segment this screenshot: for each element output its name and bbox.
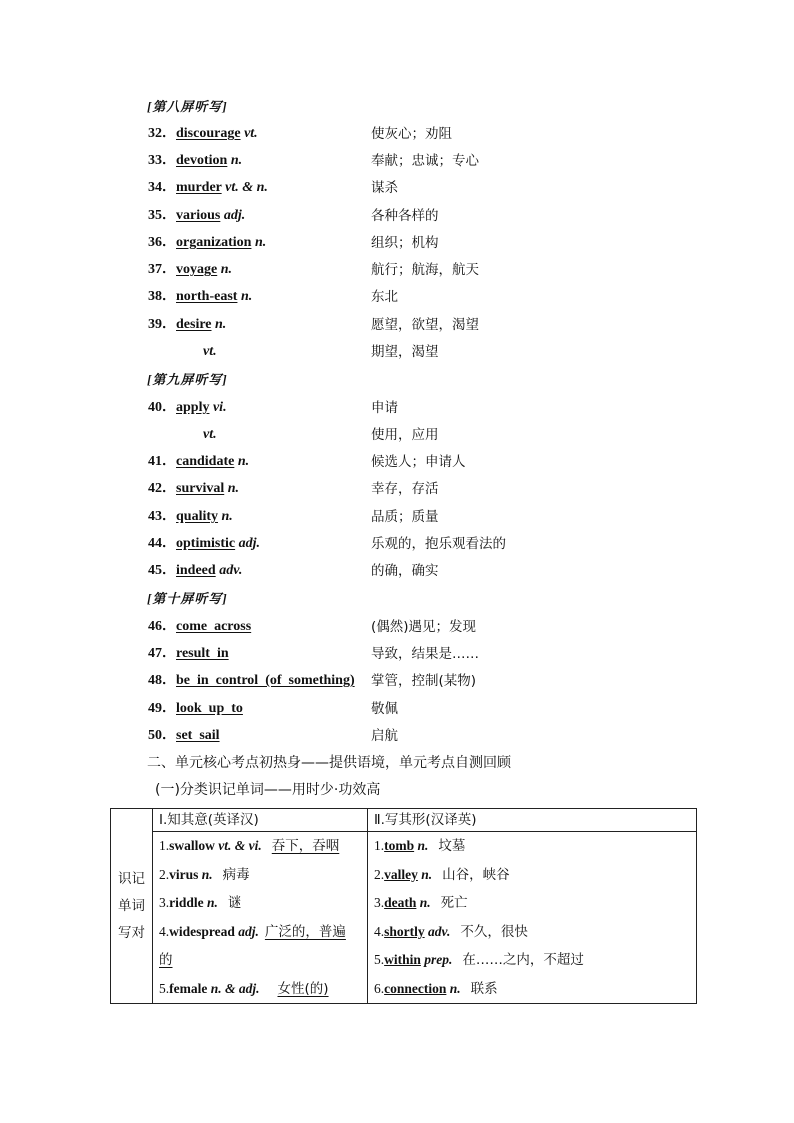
entry-number: 38． — [148, 289, 176, 304]
entry-meaning: 幸存，存活 — [371, 481, 439, 497]
vocab-entry — [148, 151, 242, 171]
entry-word: optimistic — [176, 536, 236, 551]
vocab-entry — [148, 671, 355, 691]
table-entry: 5.within prep. 在……之内，不超过 — [374, 952, 584, 968]
entry-word: desire — [176, 317, 212, 332]
entry-meaning: 组织；机构 — [371, 235, 439, 251]
entry-phrase: look up to — [176, 701, 243, 716]
vocab-table — [110, 808, 697, 1004]
entry-meaning: 敬佩 — [371, 701, 398, 717]
table-entry: 6.connection n. 联系 — [374, 980, 498, 997]
entry-meaning: 乐观的，抱乐观看法的 — [371, 536, 506, 552]
table-entry: 2.virus n. 病毒 — [159, 866, 250, 883]
vocab-entry — [148, 287, 252, 307]
entry-pos: vi. — [212, 400, 227, 415]
left-column — [153, 832, 368, 1004]
entry-number: 40． — [148, 400, 176, 415]
entry-pos: vt. — [203, 344, 217, 359]
entry-pos: n. — [254, 235, 267, 250]
entry-pos: vt. — [244, 126, 258, 141]
entry-number: 36． — [148, 235, 176, 250]
entry-pos: n. — [240, 289, 253, 304]
entry-meaning: 谋杀 — [371, 180, 398, 196]
entry-number: 35． — [148, 208, 176, 223]
vocab-entry — [148, 452, 249, 472]
entry-number: 32． — [148, 126, 176, 141]
entry-number: 45． — [148, 563, 176, 578]
entry-meaning: 奉献；忠诚；专心 — [371, 153, 479, 169]
vocab-entry — [148, 479, 239, 499]
entry-word: apply — [176, 400, 210, 415]
vocab-entry — [148, 507, 233, 527]
entry-word: indeed — [176, 563, 216, 578]
entry-word: murder — [176, 180, 222, 195]
entry-number: 39． — [148, 317, 176, 332]
entry-word: candidate — [176, 454, 235, 469]
table-entry: 5.female n. & adj. 女性(的) — [159, 980, 329, 997]
entry-number: 49． — [148, 701, 176, 716]
table-entry: 3.riddle n. 谜 — [159, 895, 242, 911]
entry-number: 34． — [148, 180, 176, 195]
entry-phrase: result in — [176, 646, 229, 661]
left-column-header: Ⅰ.知其意(英译汉) — [153, 809, 368, 832]
table-entry: 4.shortly adv. 不久，很快 — [374, 923, 528, 940]
table-entry: 3.death n. 死亡 — [374, 895, 468, 911]
entry-number: 33． — [148, 153, 176, 168]
entry-number: 44． — [148, 536, 176, 551]
section-tag: [第十屏听写] — [147, 591, 228, 606]
entry-phrase: be in control (of something) — [176, 673, 355, 688]
entry-meaning: 各种各样的 — [371, 208, 439, 224]
vocab-entry — [148, 617, 251, 637]
entry-pos: n. — [237, 454, 250, 469]
vocab-entry — [148, 644, 229, 664]
entry-pos: vt. — [203, 427, 217, 442]
entry-word: organization — [176, 235, 252, 250]
vocab-entry — [148, 124, 258, 144]
entry-meaning: 申请 — [371, 400, 398, 416]
right-column-header: Ⅱ.写其形(汉译英) — [368, 809, 697, 832]
entry-meaning: 候选人；申请人 — [371, 454, 466, 470]
entry-meaning: 使用，应用 — [371, 427, 439, 443]
entry-number: 47． — [148, 646, 176, 661]
entry-meaning: (偶然)遇见；发现 — [371, 619, 477, 635]
entry-pos: n. — [221, 509, 233, 524]
table-entry: 2.valley n. 山谷，峡谷 — [374, 866, 510, 883]
entry-pos: n. — [215, 317, 227, 332]
table-entry-continuation: 的 — [159, 952, 173, 968]
entry-pos: n. — [220, 262, 233, 277]
entry-meaning: 启航 — [371, 728, 398, 744]
entry-phrase: come across — [176, 619, 252, 634]
entry-number: 43． — [148, 509, 176, 524]
entry-number: 37． — [148, 262, 176, 277]
vocab-entry — [148, 260, 232, 280]
section-tag: [第八屏听写] — [147, 99, 228, 114]
vocab-entry — [148, 534, 260, 554]
entry-number: 46． — [148, 619, 176, 634]
vocab-entry — [148, 726, 220, 746]
table-entry: 4.widespread adj. 广泛的，普遍 — [159, 923, 346, 940]
entry-pos: adj. — [223, 208, 246, 223]
entry-phrase: set sail — [176, 728, 220, 743]
entry-meaning: 导致，结果是…… — [371, 646, 479, 662]
subsection-heading: (一)分类识记单词——用时少·功效高 — [155, 782, 381, 798]
entry-number: 41． — [148, 454, 176, 469]
entry-number: 42． — [148, 481, 176, 496]
entry-meaning: 的确，确实 — [371, 563, 439, 579]
entry-pos: adj. — [238, 536, 260, 551]
vocab-entry — [148, 206, 245, 226]
entry-pos: vt. & n. — [225, 180, 268, 195]
vocab-entry — [148, 178, 268, 198]
vocab-entry — [148, 699, 243, 719]
vocab-entry — [148, 398, 227, 418]
entry-meaning: 期望，渴望 — [371, 344, 439, 360]
section-heading: 二、单元核心考点初热身——提供语境，单元考点自测回顾 — [147, 755, 511, 771]
vocab-entry — [148, 561, 242, 581]
entry-word: voyage — [176, 262, 218, 277]
entry-word: survival — [176, 481, 225, 496]
right-column — [368, 832, 697, 1004]
entry-meaning: 掌管，控制(某物) — [371, 673, 477, 689]
side-label: 识记 单词 写对 — [111, 809, 153, 1004]
entry-word: north-east — [176, 289, 238, 304]
entry-pos: n. — [227, 481, 240, 496]
section-tag: [第九屏听写] — [147, 372, 228, 387]
entry-meaning: 愿望，欲望，渴望 — [371, 317, 479, 333]
entry-word: devotion — [176, 153, 228, 168]
entry-word: various — [176, 208, 221, 223]
entry-number: 48． — [148, 673, 176, 688]
entry-meaning: 东北 — [371, 289, 398, 305]
vocab-entry — [148, 233, 266, 253]
entry-word: quality — [176, 509, 219, 524]
vocab-entry — [148, 315, 226, 335]
entry-pos: adv. — [219, 563, 243, 578]
entry-meaning: 航行；航海，航天 — [371, 262, 479, 278]
entry-word: discourage — [176, 126, 241, 141]
entry-pos: n. — [230, 153, 243, 168]
entry-meaning: 品质；质量 — [371, 509, 439, 525]
entry-number: 50． — [148, 728, 176, 743]
table-entry: 1.tomb n. 坟墓 — [374, 838, 466, 854]
entry-meaning: 使灰心；劝阻 — [371, 126, 452, 142]
table-entry: 1.swallow vt. & vi. 吞下，吞咽 — [159, 838, 340, 854]
